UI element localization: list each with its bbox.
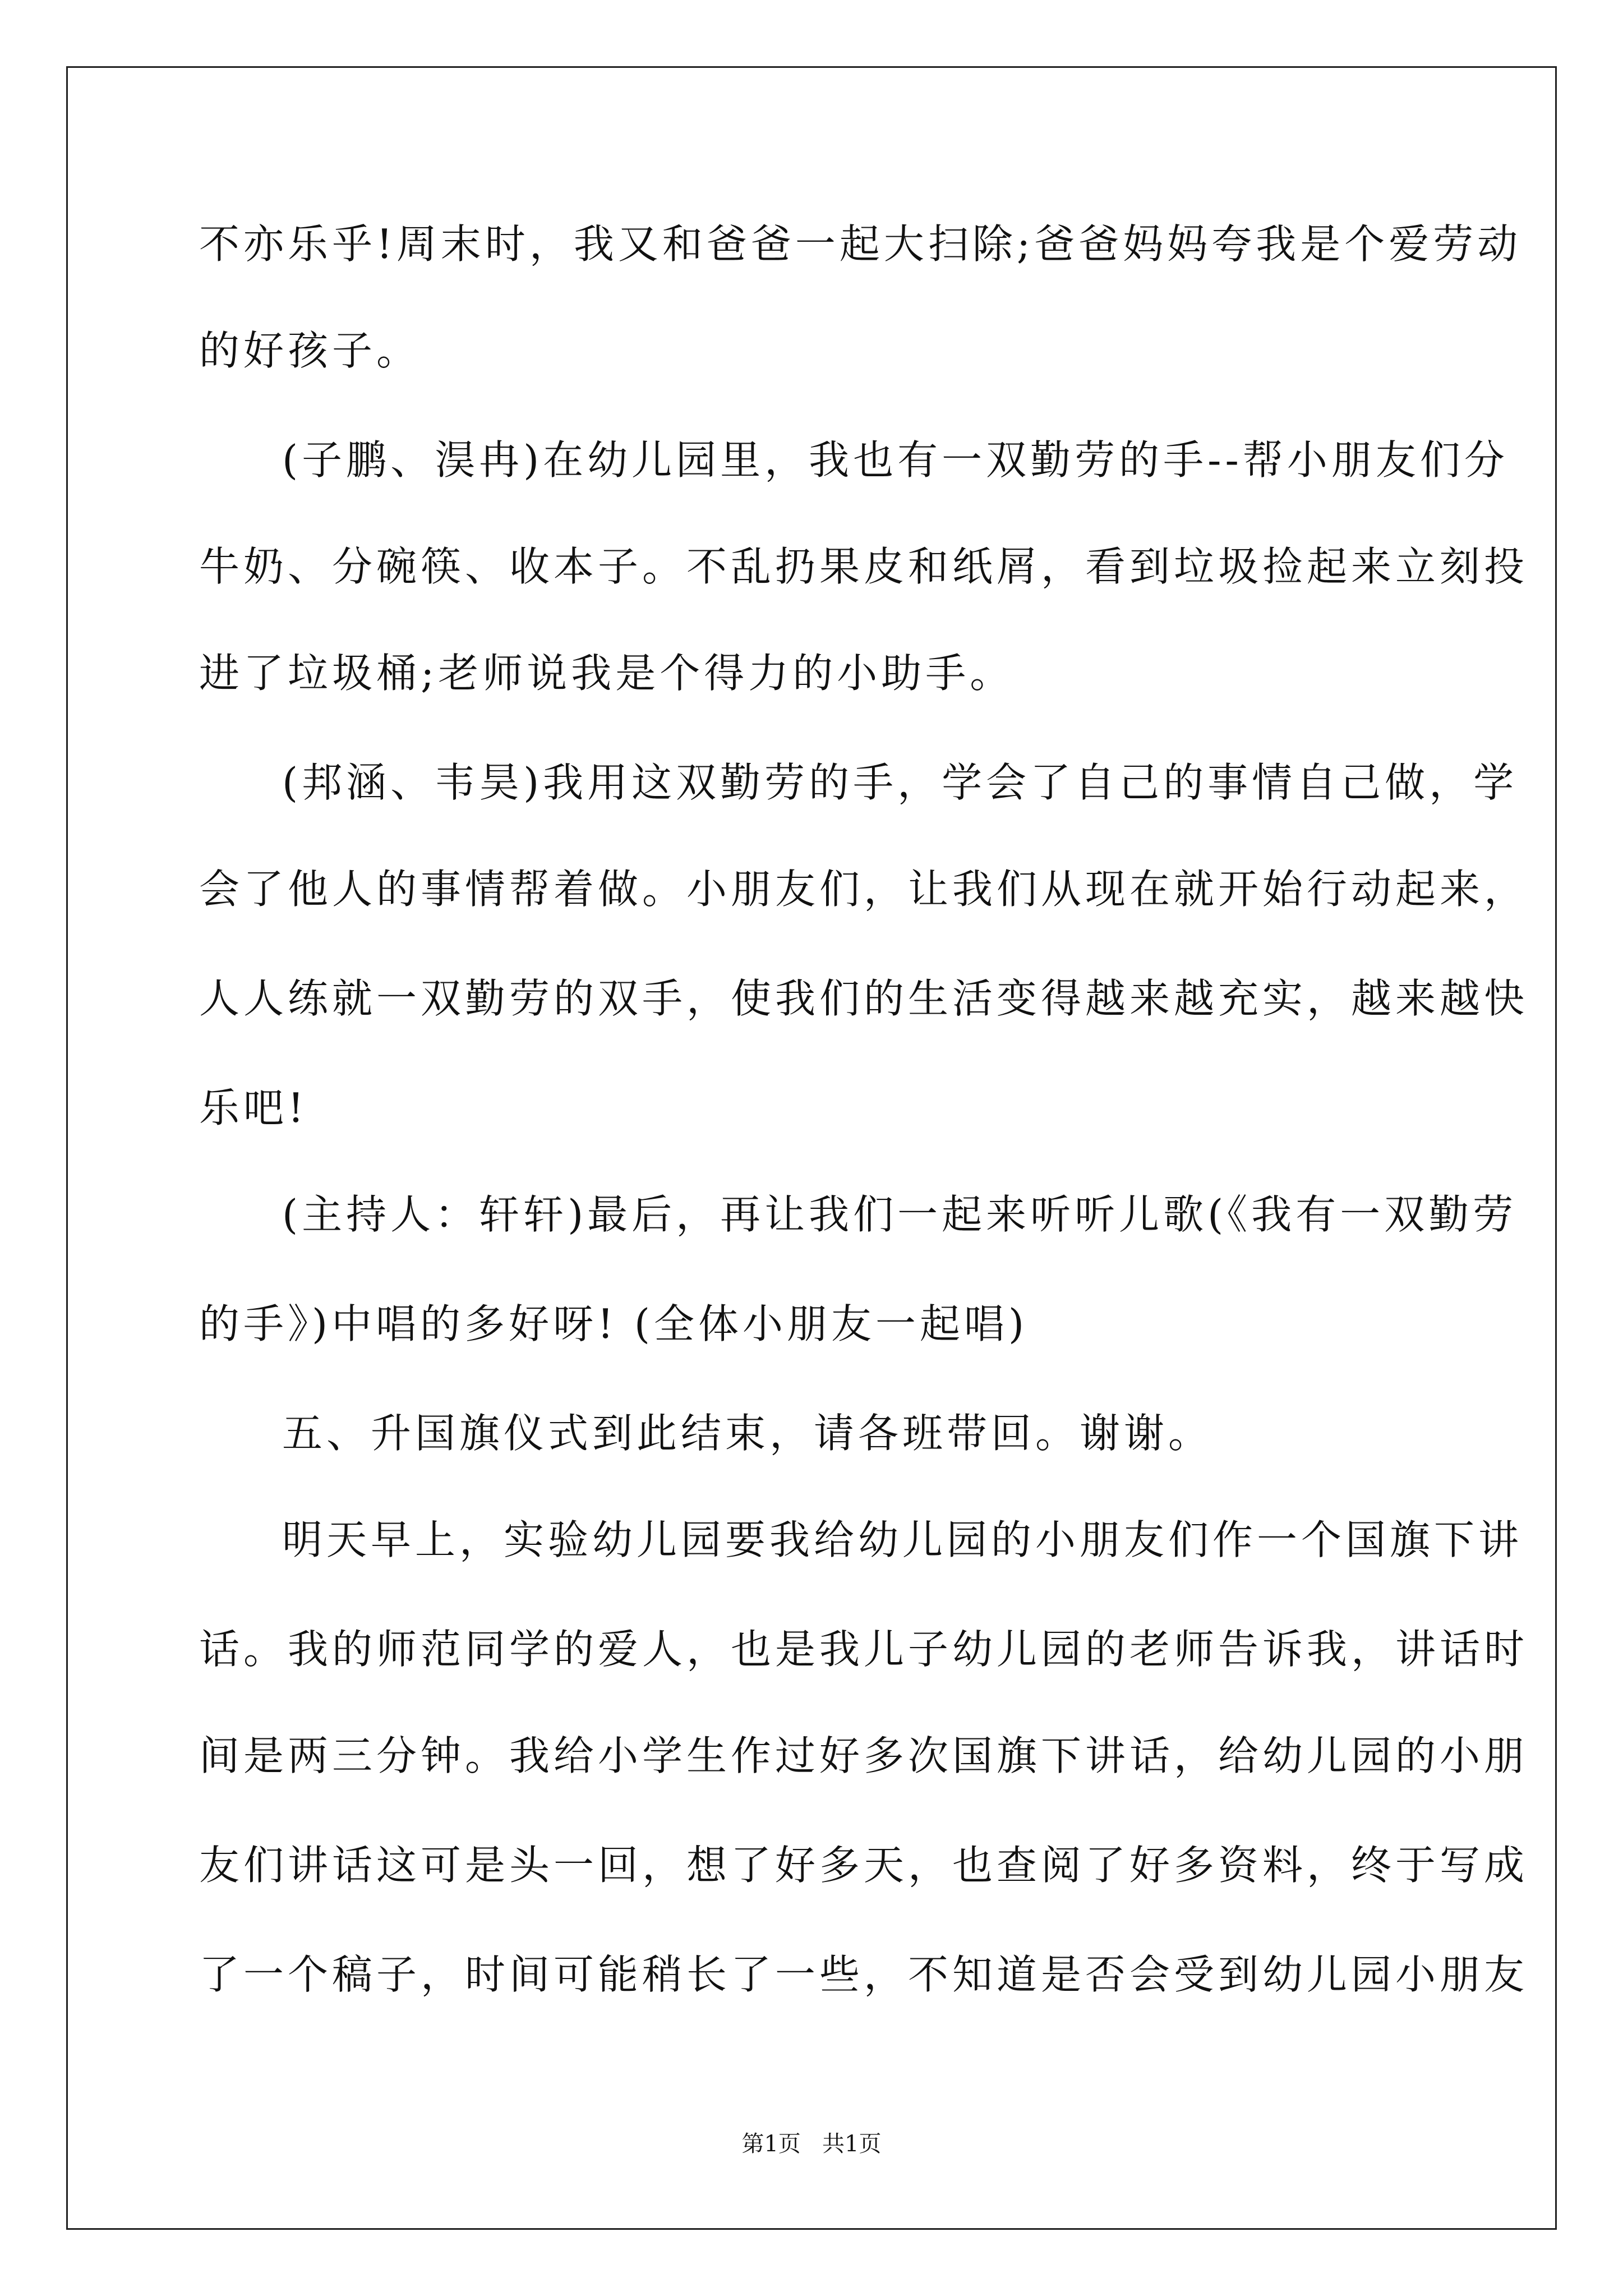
text-line: 的手》)中唱的多好呀! (全体小朋友一起唱) xyxy=(199,1300,1029,1347)
page-border xyxy=(66,66,1557,2230)
paragraph-start-line: (主持人：轩轩)最后，再让我们一起来听听儿歌(《我有一双勤劳 xyxy=(282,1191,1518,1238)
text-line: 人人练就一双勤劳的双手，使我们的生活变得越来越充实，越来越快 xyxy=(199,975,1529,1022)
text-line: 友们讲话这可是头一回，想了好多天，也查阅了好多资料，终于写成 xyxy=(199,1842,1529,1889)
text-line: 话。我的师范同学的爱人，也是我儿子幼儿园的老师告诉我，讲话时 xyxy=(199,1626,1529,1673)
text-line: 进了垃圾桶;老师说我是个得力的小助手。 xyxy=(199,650,1015,697)
paragraph-start-line: (子鹏、淏冉)在幼儿园里，我也有一双勤劳的手--帮小朋友们分 xyxy=(282,436,1509,484)
page-footer: 第1页 共1页 xyxy=(741,2131,882,2157)
text-line: 会了他人的事情帮着做。小朋友们，让我们从现在就开始行动起来， xyxy=(199,866,1529,913)
paragraph-start-line: (邦涵、韦昊)我用这双勤劳的手，学会了自己的事情自己做，学 xyxy=(282,759,1518,806)
text-line: 乐吧! xyxy=(199,1084,308,1131)
paragraph-start-line: 五、升国旗仪式到此结束，请各班带回。谢谢。 xyxy=(282,1410,1213,1457)
paragraph-start-line: 明天早上，实验幼儿园要我给幼儿园的小朋友们作一个国旗下讲 xyxy=(282,1516,1523,1563)
text-line: 了一个稿子，时间可能稍长了一些，不知道是否会受到幼儿园小朋友 xyxy=(199,1951,1529,1998)
text-line: 牛奶、分碗筷、收本子。不乱扔果皮和纸屑，看到垃圾捡起来立刻投 xyxy=(199,543,1529,590)
text-line: 间是两三分钟。我给小学生作过好多次国旗下讲话，给幼儿园的小朋 xyxy=(199,1732,1529,1779)
text-line: 的好孩子。 xyxy=(199,327,421,374)
text-line: 不亦乐乎!周末时，我又和爸爸一起大扫除;爸爸妈妈夸我是个爱劳动 xyxy=(199,220,1522,268)
